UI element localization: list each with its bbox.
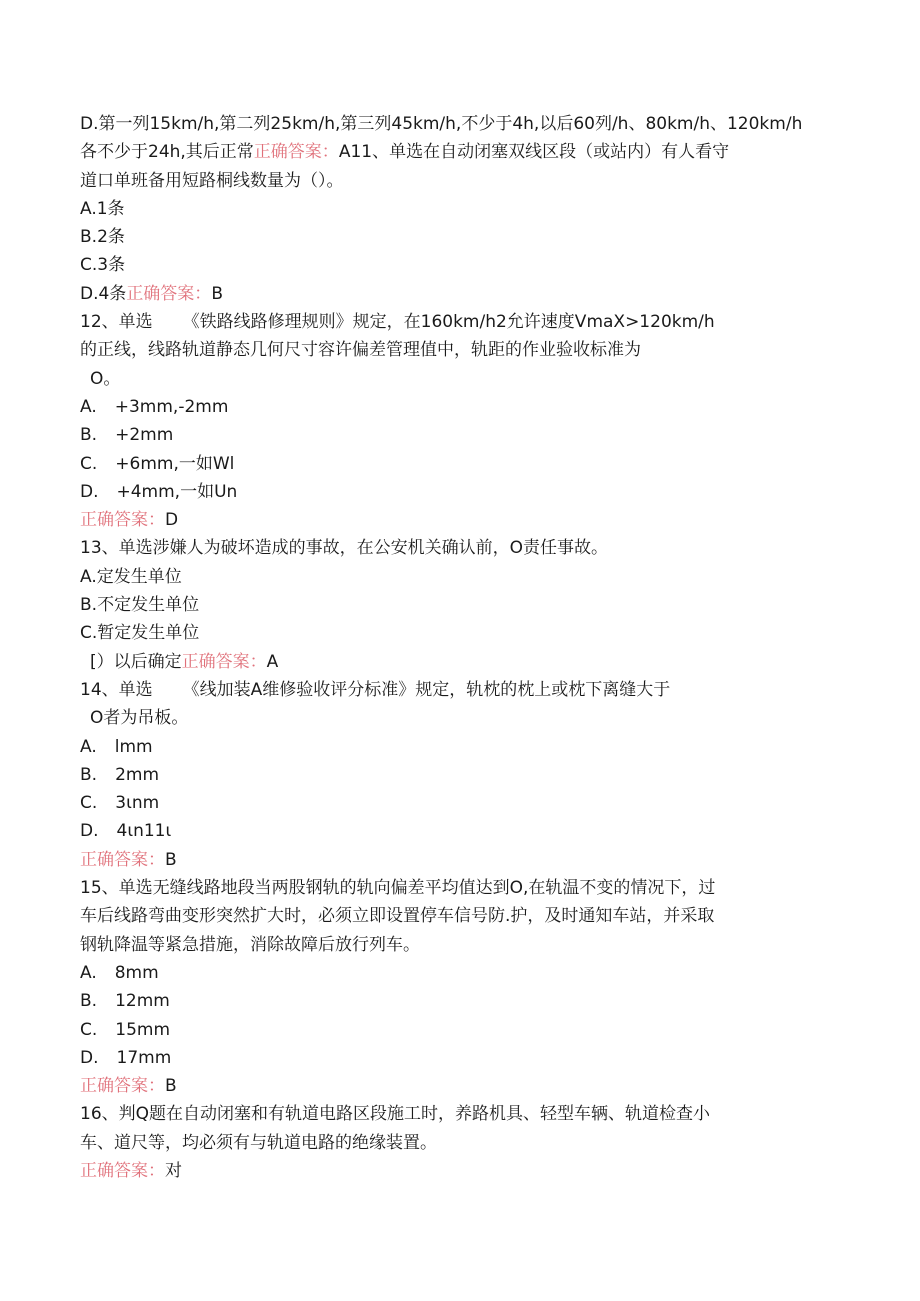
text-line: 道口单班备用短路桐线数量为（）。 (80, 170, 344, 191)
option-line: D.4条正确答案：B (80, 283, 223, 304)
option-line: B. 2mm (80, 764, 160, 785)
question-line: 12、单选 《铁路线路修理规则》规定，在160km/h2允许速度VmaX>120km/h (80, 312, 715, 333)
option-line: A. +3mm,-2mm (80, 396, 229, 417)
answer-label: 正确答案： (80, 1160, 165, 1181)
option-line: B.不定发生单位 (80, 595, 200, 616)
option-line: D. 17mm (80, 1047, 172, 1068)
answer-label: 正确答案： (80, 510, 165, 531)
answer-line (80, 1072, 850, 1100)
answer-value: B (165, 1076, 177, 1097)
answer-value: 对 (165, 1160, 182, 1181)
text-line: O者为吊板。 (90, 708, 189, 729)
text-line: 的正线，线路轨道静态几何尺寸容许偏差管理值中，轨距的作业验收标准为 (80, 340, 641, 361)
option-line: C. 3ιnm (80, 793, 160, 814)
text-line: 钢轨降温等紧急措施，消除故障后放行列车。 (80, 934, 420, 955)
option-line: A.1条 (80, 198, 125, 219)
answer-label: 正确答案： (80, 1076, 165, 1097)
option-line: B. 12mm (80, 991, 170, 1012)
answer-value: D (165, 510, 179, 531)
question-line: 14、单选 《线加装A维修验收评分标准》规定，轨枕的枕上或枕下离缝大于 (80, 679, 671, 700)
text-line: 车、道尺等，均必须有与轨道电路的绝缘装置。 (80, 1132, 437, 1153)
answer-line (80, 1157, 850, 1185)
question-line: 13、单选涉嫌人为破坏造成的事故，在公安机关确认前，O责任事故。 (80, 538, 609, 559)
question-line: 15、单选无缝线路地段当两股钢轨的轨向偏差平均值达到O,在轨温不变的情况下，过 (80, 878, 716, 899)
answer-value: A (266, 651, 279, 672)
option-line: [）以后确定正确答案：A (90, 651, 279, 672)
option-line: C. 15mm (80, 1019, 171, 1040)
option-line: A.定发生单位 (80, 566, 182, 587)
answer-value: B (165, 849, 177, 870)
text-line: 车后线路弯曲变形突然扩大时，必须立即设置停车信号防.护，及时通知车站，并采取 (80, 906, 715, 927)
option-line: C.3条 (80, 255, 126, 276)
answer-label: 正确答案： (126, 283, 212, 304)
answer-line (80, 846, 850, 874)
answer-value: B (211, 283, 223, 304)
option-line: B. +2mm (80, 425, 174, 446)
option-line: A. lmm (80, 736, 153, 757)
answer-label: 正确答案： (253, 142, 339, 163)
option-line: C.暂定发生单位 (80, 623, 200, 644)
question-line: 16、判Q题在自动闭塞和有轨道电路区段施工时，养路机具、轻型车辆、轨道检查小 (80, 1104, 711, 1125)
answer-line (80, 506, 850, 534)
option-line: A. 8mm (80, 962, 159, 983)
option-line: D. +4mm,一如Un (80, 481, 238, 502)
option-line: B.2条 (80, 227, 125, 248)
text-line: 各不少于24h,其后正常正确答案：A11、单选在自动闭塞双线区段（或站内）有人看守 (80, 142, 730, 163)
answer-label: 正确答案： (80, 849, 165, 870)
text-line: D.第一列15km/h,第二列25km/h,第三列45km/h,不少于4h,以后60列/h、80km/h、120km/h (80, 114, 803, 134)
text-line: O。 (90, 368, 121, 389)
document-page (80, 110, 850, 1185)
option-line: D. 4ιn11ι (80, 821, 172, 842)
answer-label: 正确答案： (181, 651, 267, 672)
option-line: C. +6mm,一如Wl (80, 453, 235, 474)
